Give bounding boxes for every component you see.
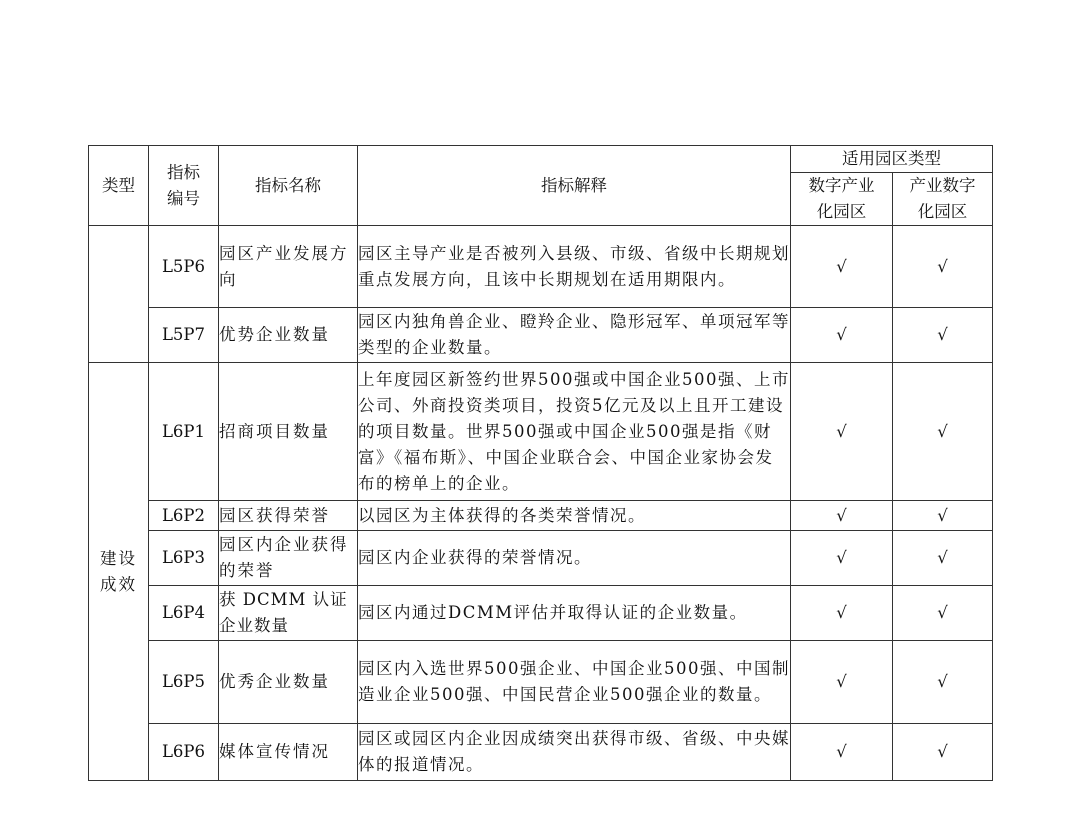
table-row [89, 501, 993, 531]
check-mark-a: √ [791, 531, 893, 586]
check-mark-b: √ [893, 586, 993, 641]
indicator-name: 优秀企业数量 [219, 641, 358, 724]
header-code: 指标 编号 [149, 146, 219, 226]
header-name: 指标名称 [219, 146, 358, 226]
check-mark-b: √ [893, 641, 993, 724]
indicator-code: L6P3 [149, 531, 219, 586]
header-col-a: 数字产业 化园区 [791, 173, 893, 226]
indicator-name: 优势企业数量 [219, 308, 358, 363]
check-mark-a: √ [791, 501, 893, 531]
type-cell-top [89, 226, 149, 363]
indicator-code: L6P5 [149, 641, 219, 724]
check-mark-a: √ [791, 308, 893, 363]
table-row [89, 226, 993, 308]
indicator-name: 园区获得荣誉 [219, 501, 358, 531]
check-mark-a: √ [791, 641, 893, 724]
check-mark-a: √ [791, 586, 893, 641]
indicator-explanation: 上年度园区新签约世界500强或中国企业500强、上市公司、外商投资类项目，投资5亿元及以上且开工建设的项目数量。世界500强或中国企业500强是指《财富》《福布斯》、中国企业联合会、中国企业家协会发布的榜单上的企业。 [358, 363, 791, 501]
indicator-explanation: 园区内入选世界500强企业、中国企业500强、中国制造业企业500强、中国民营企业500强企业的数量。 [358, 641, 791, 724]
table-body [89, 226, 993, 781]
indicator-table [88, 145, 993, 781]
indicator-explanation: 园区或园区内企业因成绩突出获得市级、省级、中央媒体的报道情况。 [358, 724, 791, 781]
header-col-b: 产业数字 化园区 [893, 173, 993, 226]
check-mark-b: √ [893, 308, 993, 363]
check-mark-b: √ [893, 226, 993, 308]
indicator-code: L6P6 [149, 724, 219, 781]
check-mark-a: √ [791, 724, 893, 781]
indicator-explanation: 园区内企业获得的荣誉情况。 [358, 531, 791, 586]
table-row [89, 363, 993, 501]
check-mark-b: √ [893, 501, 993, 531]
indicator-name: 园区产业发展方向 [219, 226, 358, 308]
table-row [89, 724, 993, 781]
indicator-name: 获 DCMM 认证企业数量 [219, 586, 358, 641]
indicator-code: L6P2 [149, 501, 219, 531]
check-mark-b: √ [893, 363, 993, 501]
indicator-code: L6P4 [149, 586, 219, 641]
table-header [89, 146, 993, 226]
indicator-explanation: 园区内通过DCMM评估并取得认证的企业数量。 [358, 586, 791, 641]
indicator-name: 园区内企业获得的荣誉 [219, 531, 358, 586]
indicator-code: L5P6 [149, 226, 219, 308]
type-cell-effect: 建设 成效 [89, 363, 149, 781]
indicator-explanation: 园区内独角兽企业、瞪羚企业、隐形冠军、单项冠军等类型的企业数量。 [358, 308, 791, 363]
table-row [89, 308, 993, 363]
table-row [89, 641, 993, 724]
indicator-explanation: 园区主导产业是否被列入县级、市级、省级中长期规划重点发展方向，且该中长期规划在适用期限内。 [358, 226, 791, 308]
indicator-code: L5P7 [149, 308, 219, 363]
header-explanation: 指标解释 [358, 146, 791, 226]
check-mark-b: √ [893, 531, 993, 586]
indicator-code: L6P1 [149, 363, 219, 501]
table-row [89, 531, 993, 586]
header-type: 类型 [89, 146, 149, 226]
check-mark-a: √ [791, 363, 893, 501]
indicator-name: 媒体宣传情况 [219, 724, 358, 781]
check-mark-b: √ [893, 724, 993, 781]
table-row [89, 586, 993, 641]
header-applicable: 适用园区类型 [791, 146, 993, 173]
indicator-name: 招商项目数量 [219, 363, 358, 501]
indicator-explanation: 以园区为主体获得的各类荣誉情况。 [358, 501, 791, 531]
check-mark-a: √ [791, 226, 893, 308]
